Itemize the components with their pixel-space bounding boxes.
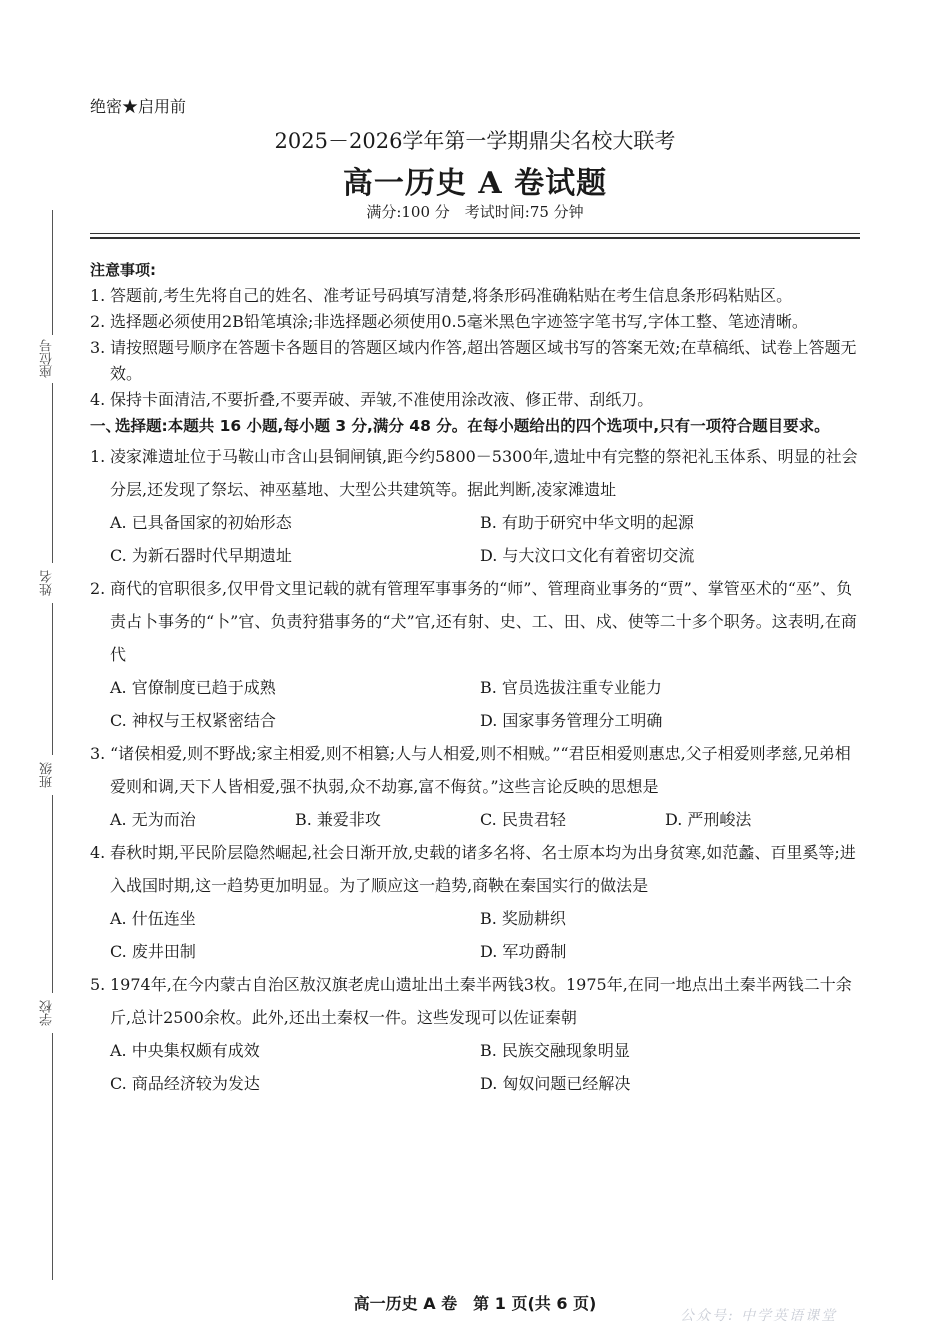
question-options (90, 902, 860, 968)
option: D. 与大汶口文化有着密切交流 (480, 546, 695, 565)
question-stem: 1. 凌家滩遗址位于马鞍山市含山县铜闸镇,距今约5800－5300年,遗址中有完整的祭祀礼玉体系、明显的社会分层,还发现了祭坛、神巫墓地、大型公共建筑等。据此判断,凌家滩遗址 (90, 447, 858, 499)
watermark: 公众号: 中学英语课堂 (680, 1308, 838, 1324)
option: A. 什伍连坐 (110, 909, 196, 928)
question-options (90, 1034, 860, 1100)
option: C. 为新石器时代早期遗址 (110, 546, 292, 565)
option: A. 已具备国家的初始形态 (110, 513, 292, 532)
question-stem: 3. “诸侯相爱,则不野战;家主相爱,则不相篡;人与人相爱,则不相贼。”“君臣相爱则惠忠,父子相爱则孝慈,兄弟相爱则和调,天下人皆相爱,强不执弱,众不劫寡,富不侮贫。”这些言论反映的思想是 (90, 744, 851, 796)
exam-subtitle: 2025－2026学年第一学期鼎尖名校大联考 (274, 129, 676, 153)
side-label-seat: 座位号 (38, 335, 66, 383)
option: D. 军功爵制 (480, 942, 567, 961)
side-label-school: 学校 (38, 993, 66, 1033)
question (90, 737, 860, 836)
exam-meta: 满分:100 分 考试时间:75 分钟 (366, 203, 584, 221)
option: B. 民族交融现象明显 (480, 1041, 630, 1060)
notice-heading: 注意事项: (90, 261, 156, 279)
option: B. 官员选拔注重专业能力 (480, 678, 662, 697)
option: D. 国家事务管理分工明确 (480, 711, 663, 730)
notice-list (90, 283, 860, 413)
option: B. 奖励耕织 (480, 909, 566, 928)
option: A. 中央集权颇有成效 (110, 1041, 260, 1060)
question-options (90, 671, 860, 737)
option: C. 商品经济较为发达 (110, 1074, 260, 1093)
option: D. 严刑峻法 (665, 810, 752, 829)
option: A. 无为而治 (110, 810, 196, 829)
notice-item: 4. 保持卡面清洁,不要折叠,不要弄破、弄皱,不准使用涂改液、修正带、刮纸刀。 (90, 390, 654, 409)
header-rule-thin (90, 233, 860, 234)
question-stem: 4. 春秋时期,平民阶层隐然崛起,社会日渐开放,史载的诸多名将、名士原本均为出身贫寒,如范蠡、百里奚等;进入战国时期,这一趋势更加明显。为了顺应这一趋势,商鞅在秦国实行的做法是 (90, 843, 856, 895)
question-options (90, 803, 860, 836)
page-footer: 高一历史 A 卷 第 1 页(共 6 页) (353, 1294, 597, 1313)
question-stem: 5. 1974年,在今内蒙古自治区敖汉旗老虎山遗址出土秦半两钱3枚。1975年,在同一地点出土秦半两钱二十余斤,总计2500余枚。此外,还出土秦权一件。这些发现可以佐证秦朝 (90, 975, 852, 1027)
notice-item: 3. 请按照题号顺序在答题卡各题目的答题区域内作答,超出答题区域书写的答案无效;在草稿纸、试卷上答题无效。 (90, 338, 857, 383)
side-label-name: 姓名 (38, 563, 66, 603)
question (90, 440, 860, 572)
section-heading: 一、 选择题:本题共 16 小题,每小题 3 分,满分 48 分。在每小题给出的四个选项中,只有一项符合题目要求。 (90, 417, 830, 435)
question (90, 836, 860, 968)
option: B. 兼爱非攻 (295, 810, 381, 829)
exam-title: 高一历史 A 卷试题 (342, 166, 608, 201)
question (90, 572, 860, 737)
option: C. 民贵君轻 (480, 810, 566, 829)
header-rule-thick (90, 237, 860, 239)
confidential-mark: 绝密★启用前 (90, 97, 187, 116)
option: C. 废井田制 (110, 942, 196, 961)
side-label-class: 班级 (38, 755, 66, 795)
option: C. 神权与王权紧密结合 (110, 711, 276, 730)
question-options (90, 506, 860, 572)
option: B. 有助于研究中华文明的起源 (480, 513, 694, 532)
notice-item: 2. 选择题必须使用2B铅笔填涂;非选择题必须使用0.5毫米黑色字迹签字笔书写,字体工整、笔迹清晰。 (90, 312, 808, 331)
option: A. 官僚制度已趋于成熟 (110, 678, 276, 697)
exam-content (90, 257, 860, 1100)
question-stem: 2. 商代的官职很多,仅甲骨文里记载的就有管理军事事务的“师”、管理商业事务的“贾”、掌管巫术的“巫”、负责占卜事务的“卜”官、负责狩猎事务的“犬”官,还有射、史、工、田、戍、使等二十多个职务。这表明,在商代 (90, 579, 857, 664)
notice-item: 1. 答题前,考生先将自己的姓名、准考证号码填写清楚,将条形码准确粘贴在考生信息条形码粘贴区。 (90, 286, 793, 305)
question (90, 968, 860, 1100)
option: D. 匈奴问题已经解决 (480, 1074, 631, 1093)
